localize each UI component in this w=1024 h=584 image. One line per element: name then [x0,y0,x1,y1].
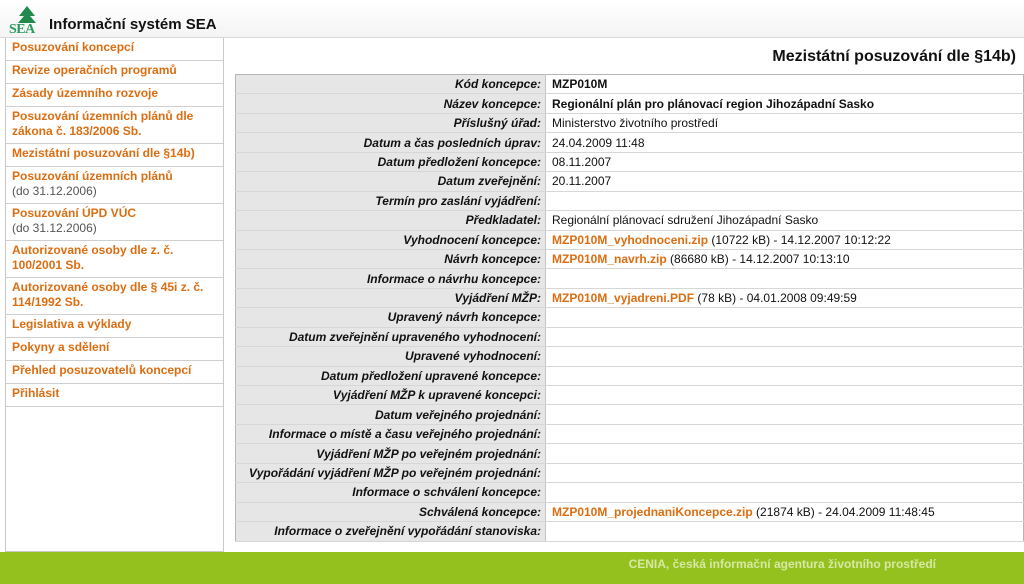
field-label: Vyhodnocení koncepce: [236,230,546,249]
field-label: Upravené vyhodnocení: [236,347,546,366]
field-label: Informace o schválení koncepce: [236,483,546,502]
detail-row [236,172,1024,191]
field-label: Datum veřejného projednání: [236,405,546,424]
sidebar-item-prihlasit[interactable]: Přihlásit [6,384,223,407]
field-value: 24.04.2009 11:48 [546,133,1024,152]
field-label: Upravený návrh koncepce: [236,308,546,327]
field-label: Informace o návrhu koncepce: [236,269,546,288]
field-value [546,249,1024,268]
app-title: Informační systém SEA [49,16,217,33]
detail-row [236,191,1024,210]
logo-text: SEA [9,22,35,37]
field-label: Předkladatel: [236,211,546,230]
field-label: Vypořádání vyjádření MŽP po veřejném projednání: [236,463,546,482]
detail-table [235,74,1024,542]
detail-row [236,463,1024,482]
footer [0,552,1024,584]
field-label: Datum předložení koncepce: [236,152,546,171]
detail-row [236,444,1024,463]
file-meta: (86680 kB) - 14.12.2007 10:13:10 [666,252,850,267]
field-value [546,308,1024,327]
detail-row [236,483,1024,502]
detail-row [236,269,1024,288]
detail-row [236,211,1024,230]
sea-logo[interactable] [9,6,45,36]
detail-row [236,366,1024,385]
field-value [546,386,1024,405]
detail-row [236,152,1024,171]
sidebar-item-revize-operacnich-programu[interactable]: Revize operačních programů [6,61,223,84]
detail-row [236,347,1024,366]
field-value [546,444,1024,463]
sidebar-item-posuzovani-uzemnich-planu[interactable]: Posuzování územních plánů (do 31.12.2006) [6,167,223,204]
detail-row [236,249,1024,268]
sidebar-item-legislativa[interactable]: Legislativa a výklady [6,315,223,338]
field-label: Datum zveřejnění: [236,172,546,191]
detail-row [236,288,1024,307]
file-link[interactable]: MZP010M_navrh.zip [552,252,667,267]
field-value [546,269,1024,288]
field-value [546,230,1024,249]
detail-row [236,230,1024,249]
sidebar-item-prehled-posuzovatelu[interactable]: Přehled posuzovatelů koncepcí [6,361,223,384]
field-label: Datum předložení upravené koncepce: [236,366,546,385]
field-label: Vyjádření MŽP po veřejném projednání: [236,444,546,463]
sidebar-item-posuzovani-uzemnich-planu-183[interactable]: Posuzování územních plánů dle zákona č. 183/2006 Sb. [6,107,223,144]
field-label: Kód koncepce: [236,75,546,94]
file-meta: (10722 kB) - 14.12.2007 10:12:22 [708,232,891,247]
detail-row [236,133,1024,152]
detail-row [236,113,1024,132]
file-meta: (21874 kB) - 24.04.2009 11:48:45 [752,504,935,519]
field-label: Příslušný úřad: [236,113,546,132]
field-value [546,424,1024,443]
field-value [546,405,1024,424]
detail-row [236,327,1024,346]
field-value: Ministerstvo životního prostředí [546,113,1024,132]
field-value: 08.11.2007 [546,152,1024,171]
detail-row [236,94,1024,113]
detail-row [236,424,1024,443]
field-value: Regionální plánovací sdružení Jihozápadní Sasko [546,211,1024,230]
field-value [546,347,1024,366]
field-label: Datum zveřejnění upraveného vyhodnocení: [236,327,546,346]
sidebar-nav [5,38,224,552]
field-label: Vyjádření MŽP k upravené koncepci: [236,386,546,405]
field-label: Návrh koncepce: [236,249,546,268]
page-title: Mezistátní posuzování dle §14b) [772,48,1016,65]
field-value [546,502,1024,521]
field-value [546,327,1024,346]
field-value: Regionální plán pro plánovací region Jihozápadní Sasko [546,94,1024,113]
file-link[interactable]: MZP010M_vyjadreni.PDF [552,291,695,306]
sidebar-item-posuzovani-koncepci[interactable]: Posuzování koncepcí [6,38,223,61]
field-label: Termín pro zaslání vyjádření: [236,191,546,210]
footer-text[interactable]: CENIA, česká informační agentura životního prostředí [628,557,936,571]
detail-row [236,75,1024,94]
sidebar-item-pokyny[interactable]: Pokyny a sdělení [6,338,223,361]
detail-row [236,502,1024,521]
field-value [546,288,1024,307]
field-value: MZP010M [546,75,1024,94]
field-label: Vyjádření MŽP: [236,288,546,307]
detail-row [236,308,1024,327]
field-label: Schválená koncepce: [236,502,546,521]
detail-row [236,522,1024,541]
field-value: 20.11.2007 [546,172,1024,191]
app-header [0,0,1024,38]
file-link[interactable]: MZP010M_projednaniKoncepce.zip [552,504,753,519]
field-value [546,366,1024,385]
field-value [546,463,1024,482]
detail-row [236,405,1024,424]
sidebar-item-mezistatni-posuzovani[interactable]: Mezistátní posuzování dle §14b) [6,144,223,167]
field-value [546,483,1024,502]
field-label: Název koncepce: [236,94,546,113]
file-meta: (78 kB) - 04.01.2008 09:49:59 [694,291,857,306]
field-label: Informace o zveřejnění vypořádání stanoviska: [236,522,546,541]
field-value [546,191,1024,210]
sidebar-item-posuzovani-upd-vuc[interactable]: Posuzování ÚPD VÚC (do 31.12.2006) [6,204,223,241]
file-link[interactable]: MZP010M_vyhodnoceni.zip [552,232,709,247]
detail-row [236,386,1024,405]
field-label: Datum a čas posledních úprav: [236,133,546,152]
sidebar-item-autorizovane-osoby-114[interactable]: Autorizované osoby dle § 45i z. č. 114/1992 Sb. [6,278,223,315]
sidebar-item-zasady-uzemniho-rozvoje[interactable]: Zásady územního rozvoje [6,84,223,107]
sidebar-item-autorizovane-osoby-100[interactable]: Autorizované osoby dle z. č. 100/2001 Sb. [6,241,223,278]
field-label: Informace o místě a času veřejného projednání: [236,424,546,443]
field-value [546,522,1024,541]
